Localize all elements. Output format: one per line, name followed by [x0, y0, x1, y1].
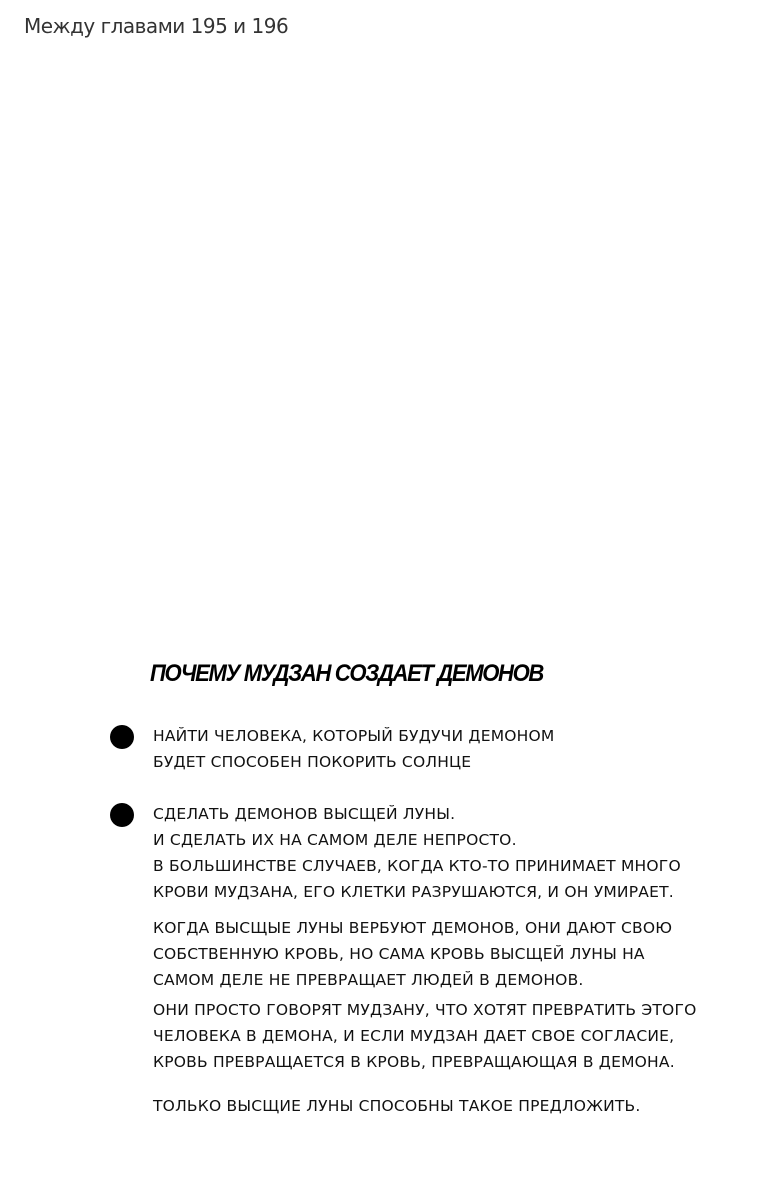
text-line: В БОЛЬШИНСТВЕ СЛУЧАЕВ, КОГДА КТО-ТО ПРИНИМАЕТ МНОГО [153, 857, 681, 875]
text-line: НАЙТИ ЧЕЛОВЕКА, КОТОРЫЙ БУДУЧИ ДЕМОНОМ [153, 727, 555, 745]
text-line: КОГДА ВЫСЩЫЕ ЛУНЫ ВЕРБУЮТ ДЕМОНОВ, ОНИ ДАЮТ СВОЮ [153, 919, 673, 937]
section-title: ПОЧЕМУ МУДЗАН СОЗДАЕТ ДЕМОНОВ [150, 660, 543, 687]
text-line: КРОВЬ ПРЕВРАЩАЕТСЯ В КРОВЬ, ПРЕВРАЩАЮЩАЯ В ДЕМОНА. [153, 1053, 675, 1071]
text-line: БУДЕТ СПОСОБЕН ПОКОРИТЬ СОЛНЦЕ [153, 753, 472, 771]
text-line: СОБСТВЕННУЮ КРОВЬ, НО САМА КРОВЬ ВЫСЩЕЙ ЛУНЫ НА [153, 945, 645, 963]
chapter-label: Между главами 195 и 196 [24, 14, 289, 38]
text-line: САМОМ ДЕЛЕ НЕ ПРЕВРАЩАЕТ ЛЮДЕЙ В ДЕМОНОВ. [153, 971, 584, 989]
text-line: ОНИ ПРОСТО ГОВОРЯТ МУДЗАНУ, ЧТО ХОТЯТ ПРЕВРАТИТЬ ЭТОГО [153, 1001, 697, 1019]
text-line: ЧЕЛОВЕКА В ДЕМОНА, И ЕСЛИ МУДЗАН ДАЕТ СВОЕ СОГЛАСИЕ, [153, 1027, 675, 1045]
text-line: КРОВИ МУДЗАНА, ЕГО КЛЕТКИ РАЗРУШАЮТСЯ, И ОН УМИРАЕТ. [153, 883, 674, 901]
bullet-icon [110, 725, 134, 749]
text-line: И СДЕЛАТЬ ИХ НА САМОМ ДЕЛЕ НЕПРОСТО. [153, 831, 517, 849]
closing-line: ТОЛЬКО ВЫСЩИЕ ЛУНЫ СПОСОБНЫ ТАКОЕ ПРЕДЛОЖИТЬ. [153, 1097, 641, 1115]
bullet-icon [110, 803, 134, 827]
text-line: СДЕЛАТЬ ДЕМОНОВ ВЫСЩЕЙ ЛУНЫ. [153, 805, 456, 823]
